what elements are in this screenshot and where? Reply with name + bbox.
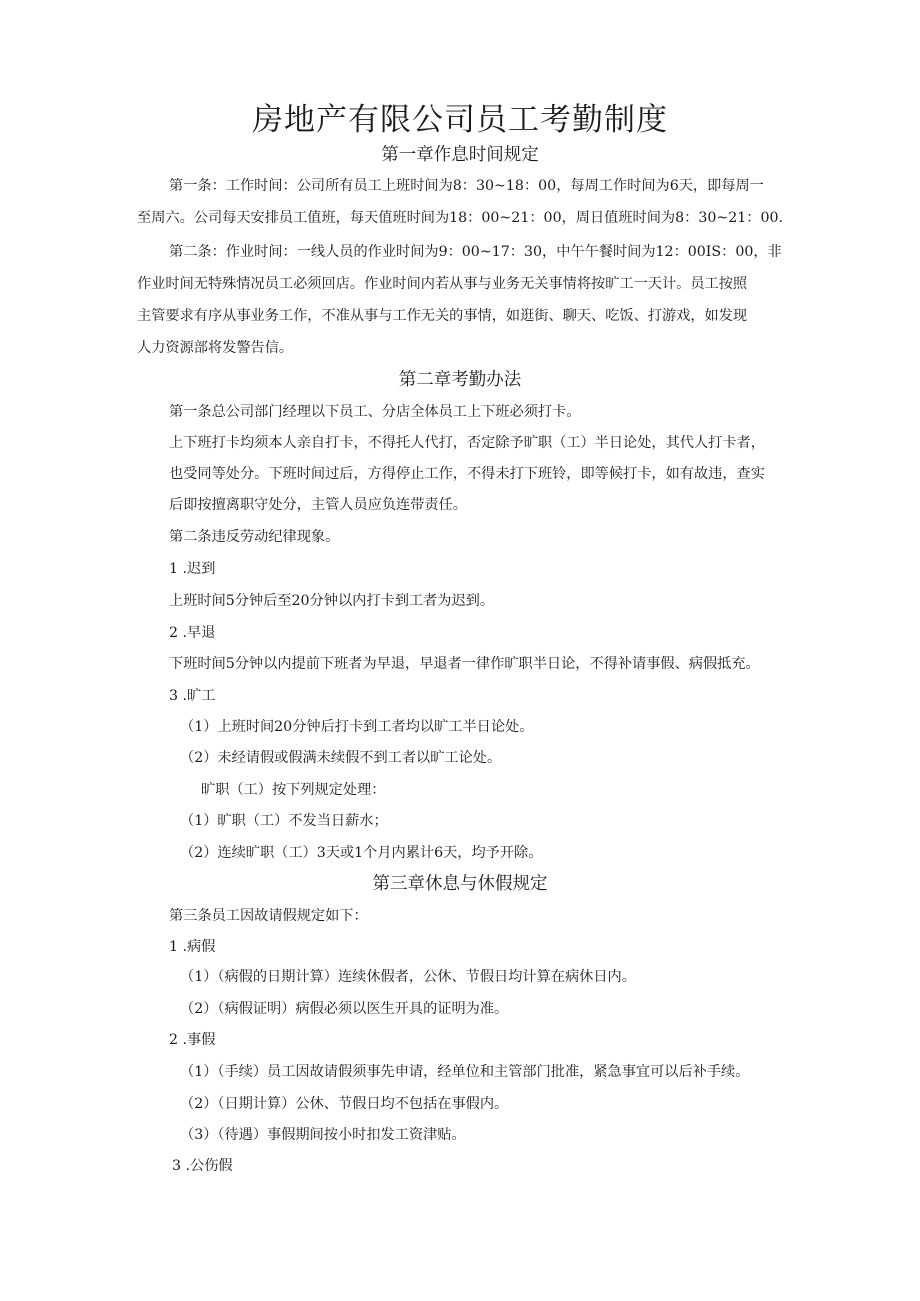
ch2-line-9: 下班时间5分钟以内提前下班者为早退，早退者一律作旷职半日论，不得补请事假、病假抵充。 [169, 656, 760, 672]
ch3-line-1: 第三条员工因故请假规定如下： [169, 908, 368, 924]
ch3-item-1-heading: 1 .病假 [169, 939, 216, 955]
ch3-line-8: （3）（待遇）事假期间按小时扣发工资津贴。 [180, 1127, 466, 1143]
ch2-line-1: 第一条总公司部门经理以下员工、分店全体员工上下班必须打卡。 [169, 404, 581, 420]
ch3-item-3-heading: 3 .公伤假 [172, 1158, 233, 1174]
ch1-line-1: 第一条：工作时间：公司所有员工上班时间为8：30~18：00，每周工作时间为6天，即每周一 [169, 178, 764, 194]
document-title: 房地产有限公司员工考勤制度 [252, 102, 668, 138]
ch3-item-2-heading: 2 .事假 [169, 1032, 216, 1048]
chapter-2-heading: 第二章考勤办法 [398, 370, 522, 390]
ch1-line-6: 人力资源部将发警告信。 [137, 340, 294, 356]
ch2-item-2-heading: 2 .早退 [169, 625, 216, 641]
ch2-line-14: （1）旷职（工）不发当日薪水； [180, 813, 388, 829]
ch2-line-15: （2）连续旷职（工）3天或1个月内累计6天，均予开除。 [180, 845, 543, 861]
ch2-line-4: 后即按擅离职守处分，主管人员应负连带责任。 [169, 497, 467, 513]
ch3-line-3: （1）（病假的日期计算）连续休假者，公休、节假日均计算在病休日内。 [180, 969, 636, 985]
ch2-line-3: 也受同等处分。下班时间过后，方得停止工作，不得未打下班铃，即等候打卡，如有故违，查实 [169, 466, 765, 482]
ch3-line-4: （2）（病假证明）病假必须以医生开具的证明为准。 [180, 1001, 509, 1017]
ch1-line-3: 第二条：作业时间：一线人员的作业时间为9：00~17：30，中午午餐时间为12：00IS：00，非 [169, 244, 782, 260]
ch2-item-1-heading: 1 .迟到 [169, 561, 216, 577]
ch2-line-7: 上班时间5分钟后至20分钟以内打卡到工者为迟到。 [169, 593, 495, 609]
ch2-item-3-heading: 3 .旷工 [169, 688, 216, 704]
ch2-line-5: 第二条违反劳动纪律现象。 [169, 529, 340, 545]
ch1-line-4: 作业时间无特殊情况员工必须回店。作业时间内若从事与业务无关事情将按旷工一天计。员工按照 [137, 276, 748, 292]
ch3-line-7: （2）（日期计算）公休、节假日均不包括在事假内。 [180, 1096, 509, 1112]
ch2-line-2: 上下班打卡均须本人亲自打卡，不得托人代打，否定除予旷职（工）半日论处，其代人打卡者， [169, 435, 765, 451]
ch1-line-2: 至周六。公司每天安排员工值班，每天值班时间为18：00~21：00，周日值班时间为8：30~21：00. [137, 210, 784, 226]
ch2-line-11: （1）上班时间20分钟后打卡到工者均以旷工半日论处。 [180, 719, 534, 735]
chapter-1-heading: 第一章作息时间规定 [381, 145, 539, 165]
ch1-line-5: 主管要求有序从事业务工作，不准从事与工作无关的事情，如逛街、聊天、吃饭、打游戏，如发现 [137, 308, 748, 324]
ch3-line-6: （1）（手续）员工因故请假须事先申请，经单位和主管部门批准，紧急事宜可以后补手续。 [180, 1064, 750, 1080]
chapter-3-heading: 第三章休息与休假规定 [372, 874, 548, 894]
ch2-line-12: （2）未经请假或假满未续假不到工者以旷工论处。 [180, 750, 502, 766]
ch2-line-13: 旷职（工）按下列规定处理： [201, 782, 386, 798]
